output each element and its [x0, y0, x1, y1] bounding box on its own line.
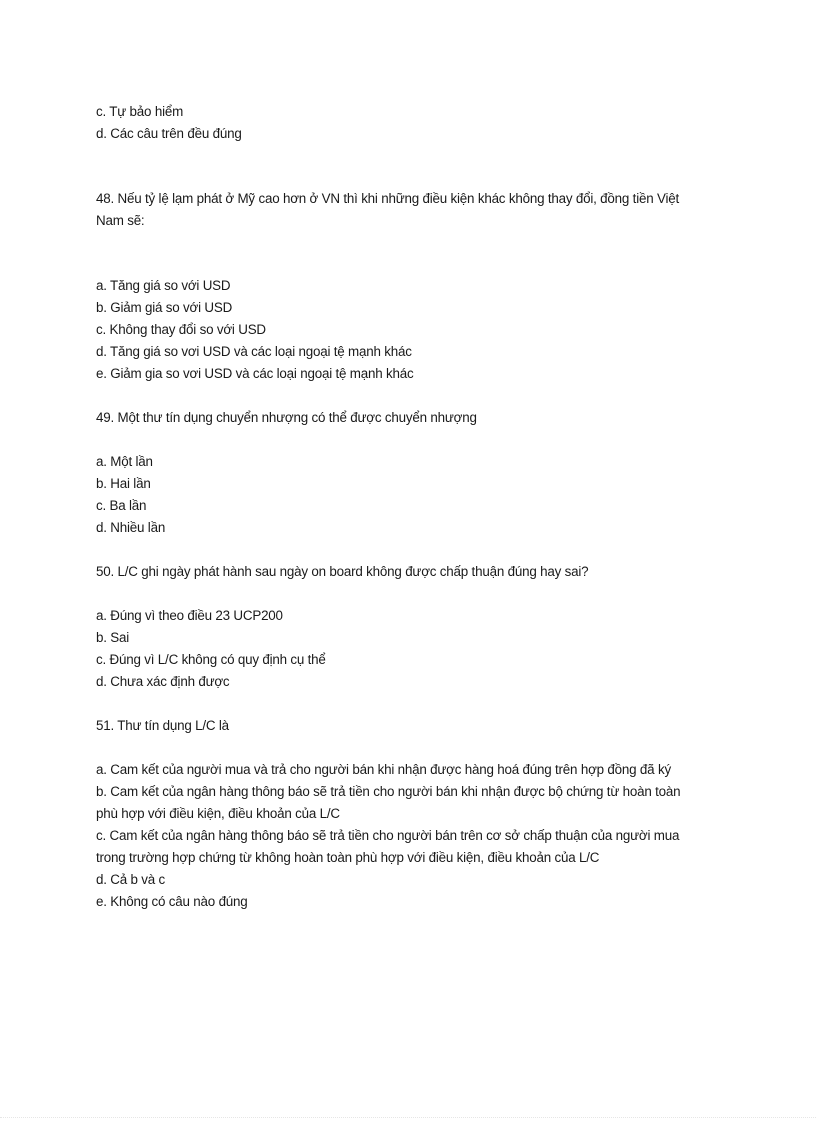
spacer: [96, 232, 716, 275]
question-text: Nam sẽ:: [96, 213, 145, 228]
option-text: trong trường hợp chứng từ không hoàn toàn phù hợp với điều kiện, điều khoản của L/C: [96, 850, 600, 865]
spacer: [96, 539, 716, 561]
spacer: [96, 693, 716, 715]
question-48: [96, 188, 716, 232]
option-text: b. Cam kết của ngân hàng thông báo sẽ trả tiền cho người bán khi nhận được bộ chứng từ hoàn toàn: [96, 784, 681, 799]
question-text: 49. Một thư tín dụng chuyển nhượng có thể được chuyển nhượng: [96, 410, 477, 425]
question-50-options: [96, 605, 716, 693]
option-text: d. Các câu trên đều đúng: [96, 126, 242, 141]
option-text: c. Không thay đổi so với USD: [96, 322, 266, 337]
option-text: b. Sai: [96, 630, 130, 645]
option-text: d. Tăng giá so vơi USD và các loại ngoại tệ mạnh khác: [96, 344, 412, 359]
option-text: e. Không có câu nào đúng: [96, 894, 248, 909]
question-text: 50. L/C ghi ngày phát hành sau ngày on board không được chấp thuận đúng hay sai?: [96, 564, 589, 579]
spacer: [96, 737, 716, 759]
question-48-options: [96, 275, 716, 385]
option-text: e. Giảm gia so vơi USD và các loại ngoại tệ mạnh khác: [96, 366, 414, 381]
option-text: a. Tăng giá so với USD: [96, 278, 231, 293]
page-bottom-rule: [0, 1117, 816, 1118]
option-text: a. Cam kết của người mua và trả cho người bán khi nhận được hàng hoá đúng trên hợp đồng đã ký: [96, 762, 671, 777]
option-text: c. Tự bảo hiểm: [96, 104, 184, 119]
option-text: d. Nhiều lần: [96, 520, 166, 535]
question-text: 48. Nếu tỷ lệ lạm phát ở Mỹ cao hơn ở VN thì khi những điều kiện khác không thay đổi, đồng tiền Việt: [96, 191, 680, 206]
option-text: d. Cả b và c: [96, 872, 166, 887]
question-49-options: [96, 451, 716, 539]
document-body: [96, 101, 716, 913]
option-text: b. Hai lần: [96, 476, 151, 491]
question-47-options: [96, 101, 716, 145]
option-text: c. Cam kết của ngân hàng thông báo sẽ trả tiền cho người bán trên cơ sở chấp thuận của người mua: [96, 828, 680, 843]
question-51: [96, 715, 716, 737]
question-49: [96, 407, 716, 429]
option-text: c. Ba lần: [96, 498, 147, 513]
question-text: 51. Thư tín dụng L/C là: [96, 718, 229, 733]
option-text: c. Đúng vì L/C không có quy định cụ thể: [96, 652, 326, 667]
question-50: [96, 561, 716, 583]
option-text: b. Giảm giá so với USD: [96, 300, 233, 315]
spacer: [96, 429, 716, 451]
spacer: [96, 385, 716, 407]
spacer: [96, 583, 716, 605]
spacer: [96, 145, 716, 188]
option-text: d. Chưa xác định được: [96, 674, 230, 689]
option-text: a. Đúng vì theo điều 23 UCP200: [96, 608, 283, 623]
question-51-options: [96, 759, 716, 913]
option-text: a. Một lần: [96, 454, 153, 469]
option-text: phù hợp với điều kiện, điều khoản của L/C: [96, 806, 340, 821]
